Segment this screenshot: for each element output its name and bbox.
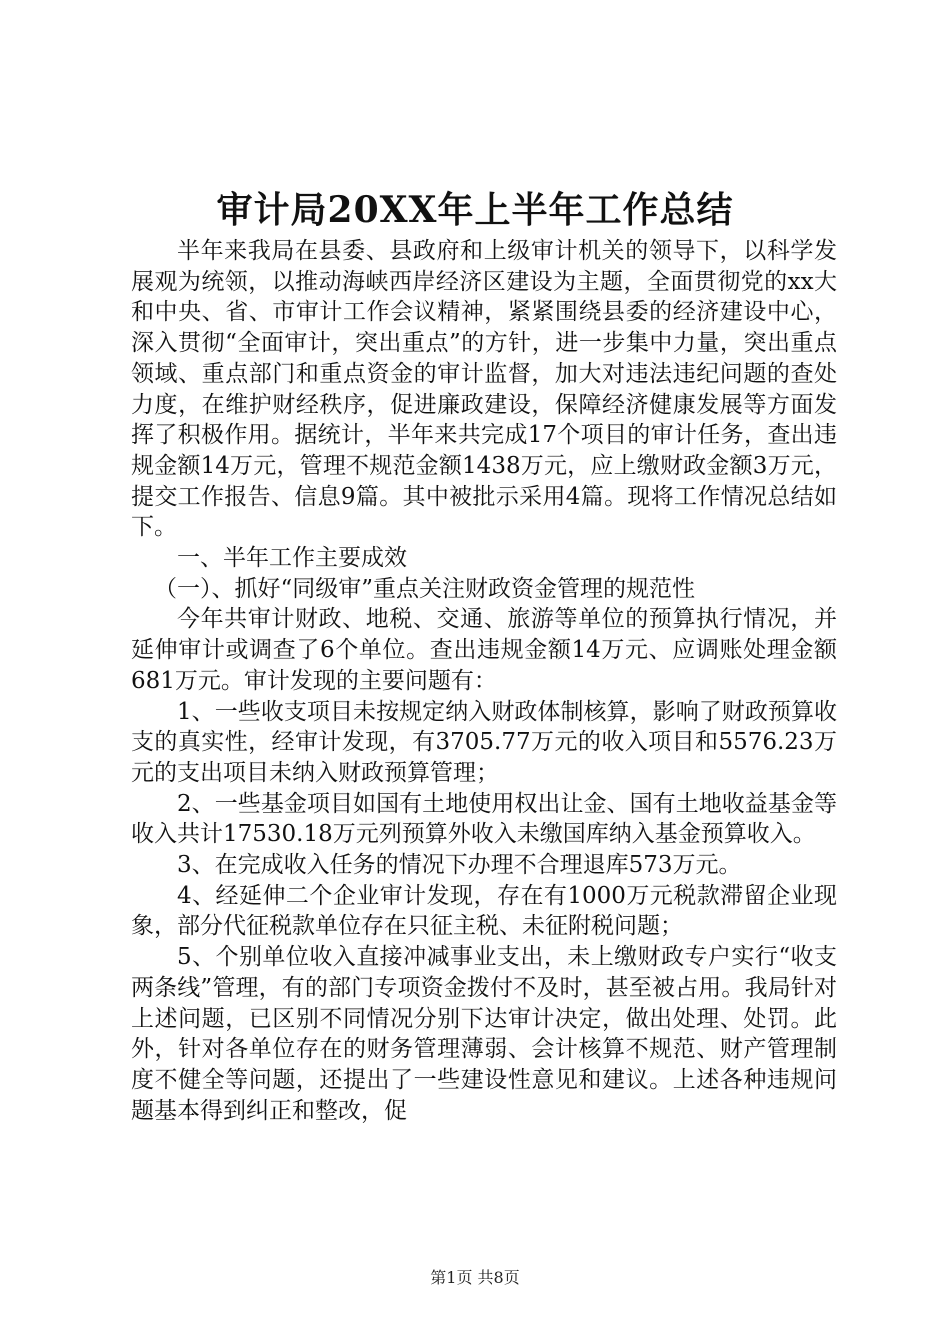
page-number-footer: 第1页 共8页	[430, 1268, 520, 1287]
list-item-2: 2、一些基金项目如国有土地使用权出让金、国有土地收益基金等收入共计17530.18万元列预算外收入未缴国库纳入基金预算收入。	[131, 790, 837, 848]
body-paragraph: 今年共审计财政、地税、交通、旅游等单位的预算执行情况，并延伸审计或调查了6个单位。查出违规金额14万元、应调账处理金额681万元。审计发现的主要问题有：	[131, 606, 837, 694]
document-title: 审计局20XX年上半年工作总结	[216, 189, 734, 231]
intro-paragraph: 半年来我局在县委、县政府和上级审计机关的领导下，以科学发展观为统领，以推动海峡西岸经济区建设为主题，全面贯彻党的xx大和中央、省、市审计工作会议精神，紧紧围绕县委的经济建设中心，深入贯彻“全面审计，突出重点”的方针，进一步集中力量，突出重点领域、重点部门和重点资金的审计监督，加大对违法违纪问题的查处力度，在维护财经秩序，促进廉政建设，保障经济健康发展等方面发挥了积极作用。据统计，半年来共完成17个项目的审计任务，查出违规金额14万元，管理不规范金额1438万元，应上缴财政金额3万元，提交工作报告、信息9篇。其中被批示采用4篇。现将工作情况总结如下。	[131, 238, 837, 541]
subsection-heading: （一）、抓好“同级审”重点关注财政资金管理的规范性	[154, 575, 696, 602]
document-body	[131, 236, 837, 1126]
list-item-5: 5、个别单位收入直接冲减事业支出，未上缴财政专户实行“收支两条线”管理，有的部门专项资金拨付不及时，甚至被占用。我局针对上述问题，已区别不同情况分别下达审计决定，做出处理、处罚。此外，针对各单位存在的财务管理薄弱、会计核算不规范、财产管理制度不健全等问题，还提出了一些建设性意见和建议。上述各种违规问题基本得到纠正和整改，促	[131, 944, 837, 1124]
section-heading: 一、半年工作主要成效	[177, 545, 407, 572]
list-item-3: 3、在完成收入任务的情况下办理不合理退库573万元。	[177, 852, 742, 879]
list-item-4: 4、经延伸二个企业审计发现，存在有1000万元税款滞留企业现象，部分代征税款单位存在只征主税、未征附税问题；	[131, 882, 837, 940]
list-item-1: 1、一些收支项目未按规定纳入财政体制核算，影响了财政预算收支的真实性，经审计发现，有3705.77万元的收入项目和5576.23万元的支出项目未纳入财政预算管理；	[131, 698, 837, 786]
